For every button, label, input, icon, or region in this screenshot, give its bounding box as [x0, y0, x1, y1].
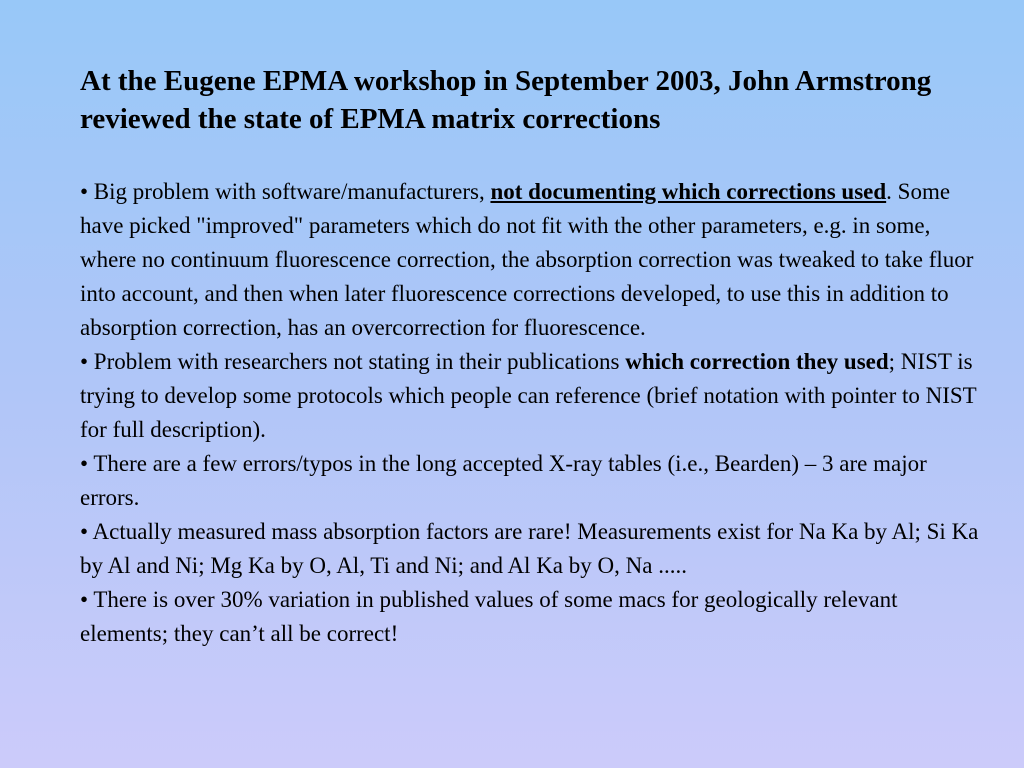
emphasis-which-correction: which correction they used	[625, 349, 889, 374]
bullet-software-manufacturers	[80, 175, 985, 345]
slide-title: At the Eugene EPMA workshop in September 2003, John Armstrong reviewed the state of EPMA matrix corrections	[80, 65, 932, 135]
bullet-text: . Some have picked "improved" parameters which do not fit with the other parameters, e.g. in some, where no continuum fluorescence correction, the absorption correction was tweaked to take fluor into account, and then when later fluorescence corrections developed, to use this in addition to absorption correction, has an overcorrection for fluorescence.	[80, 179, 974, 340]
bullet-macs-variation: • There is over 30% variation in published values of some macs for geologically relevant elements; they can’t all be correct!	[80, 587, 898, 646]
emphasis-not-documenting: not documenting which corrections used	[490, 179, 887, 204]
slide-body	[80, 175, 985, 651]
bullet-text: ; NIST is trying to develop some protocols which people can reference (brief notation with pointer to NIST for full description).	[80, 349, 977, 442]
bullet-text: • Problem with researchers not stating in their publications	[80, 349, 626, 374]
bullet-mass-absorption: • Actually measured mass absorption factors are rare! Measurements exist for Na Ka by Al; Si Ka by Al and Ni; Mg Ka by O, Al, Ti and Ni; and Al Ka by O, Na .....	[80, 519, 979, 578]
bullet-researchers	[80, 345, 985, 447]
bullet-text: • Big problem with software/manufacturers,	[80, 179, 491, 204]
bullet-xray-tables: • There are a few errors/typos in the long accepted X-ray tables (i.e., Bearden) – 3 are major errors.	[80, 451, 927, 510]
